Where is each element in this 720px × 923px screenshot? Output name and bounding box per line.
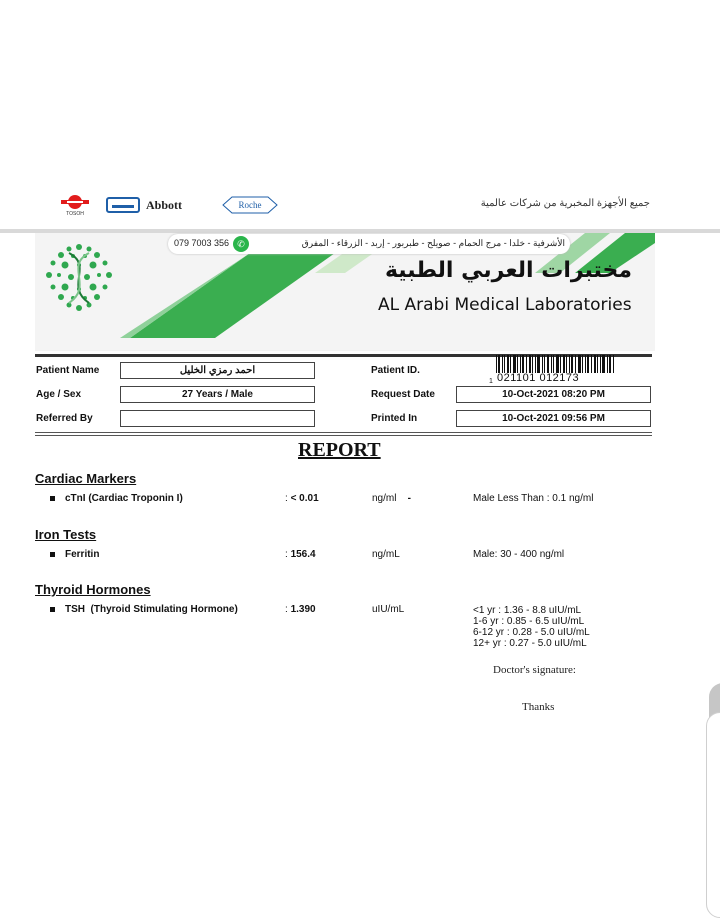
lab-name-english: AL Arabi Medical Laboratories bbox=[378, 295, 632, 315]
request-date-label: Request Date bbox=[371, 389, 435, 400]
abbott-mark-icon bbox=[106, 197, 140, 213]
roche-name: Roche bbox=[238, 200, 262, 210]
tosoh-logo bbox=[55, 194, 95, 216]
patient-name-field: احمد رمزي الخليل bbox=[120, 362, 315, 379]
test-ctni-reference: Male Less Than : 0.1 ng/ml bbox=[473, 493, 594, 504]
abbott-name: Abbott bbox=[146, 197, 183, 212]
barcode-prefix: 1 bbox=[489, 378, 493, 385]
info-rule-2 bbox=[35, 435, 652, 436]
test-ctni-unit: ng/ml - bbox=[372, 493, 411, 504]
test-ferritin-value: : 156.4 bbox=[285, 549, 316, 560]
test-tsh-reference bbox=[473, 605, 590, 649]
brands-tagline: جميع الأجهزة المخبرية من شركات عالمية bbox=[480, 198, 650, 209]
patient-id-label: Patient ID. bbox=[371, 365, 420, 376]
referred-by-label: Referred By bbox=[36, 413, 93, 424]
test-ctni-name: cTnI (Cardiac Troponin I) bbox=[50, 493, 183, 504]
bullet-icon bbox=[50, 496, 55, 501]
patient-id-number: 021101 012173 bbox=[497, 372, 580, 384]
test-tsh-name: TSH (Thyroid Stimulating Hormone) bbox=[50, 604, 238, 615]
whatsapp-icon: ✆ bbox=[233, 236, 249, 252]
test-ferritin-name: Ferritin bbox=[50, 549, 99, 560]
side-panel[interactable] bbox=[706, 712, 720, 918]
lab-logo-dna-icon bbox=[39, 241, 119, 313]
doctor-signature-label: Doctor's signature: bbox=[493, 664, 576, 676]
bullet-icon bbox=[50, 552, 55, 557]
age-sex-field: 27 Years / Male bbox=[120, 386, 315, 403]
test-tsh-value: : 1.390 bbox=[285, 604, 316, 615]
ref-line: <1 yr : 1.36 - 8.8 uIU/mL bbox=[473, 605, 582, 616]
thanks-text: Thanks bbox=[522, 701, 555, 713]
ref-line: 6-12 yr : 0.28 - 5.0 uIU/mL bbox=[473, 627, 590, 638]
section-thyroid-hormones: Thyroid Hormones bbox=[35, 582, 151, 597]
ref-line: 12+ yr : 0.27 - 5.0 uIU/mL bbox=[473, 638, 587, 649]
request-date-field: 10-Oct-2021 08:20 PM bbox=[456, 386, 651, 403]
test-ctni-value: : < 0.01 bbox=[285, 493, 319, 504]
section-cardiac-markers: Cardiac Markers bbox=[35, 471, 137, 486]
section-iron-tests: Iron Tests bbox=[35, 527, 97, 542]
lab-name-arabic: مختبرات العربي الطبية bbox=[384, 258, 632, 283]
printed-in-field: 10-Oct-2021 09:56 PM bbox=[456, 410, 651, 427]
patient-id-barcode bbox=[496, 355, 614, 373]
printed-in-label: Printed In bbox=[371, 413, 418, 424]
bullet-icon bbox=[50, 607, 55, 612]
contact-phone: 079 7003 356 bbox=[174, 238, 230, 248]
test-tsh-unit: uIU/mL bbox=[372, 604, 405, 615]
svg-text:TOSOH: TOSOH bbox=[66, 211, 84, 216]
age-sex-label: Age / Sex bbox=[36, 389, 82, 400]
info-rule-1 bbox=[35, 432, 652, 433]
test-ferritin-unit: ng/mL bbox=[372, 549, 400, 560]
test-ferritin-reference: Male: 30 - 400 ng/ml bbox=[473, 549, 565, 560]
roche-logo bbox=[222, 196, 278, 214]
branch-locations: الأشرفية - خلدا - مرج الحمام - صويلح - طبربور - إربد - الزرقاء - المفرق bbox=[301, 238, 565, 248]
ref-line: 1-6 yr : 0.85 - 6.5 uIU/mL bbox=[473, 616, 585, 627]
abbott-logo bbox=[106, 197, 182, 213]
report-title: REPORT bbox=[298, 439, 381, 461]
referred-by-field bbox=[120, 410, 315, 427]
patient-name-label: Patient Name bbox=[36, 365, 100, 376]
